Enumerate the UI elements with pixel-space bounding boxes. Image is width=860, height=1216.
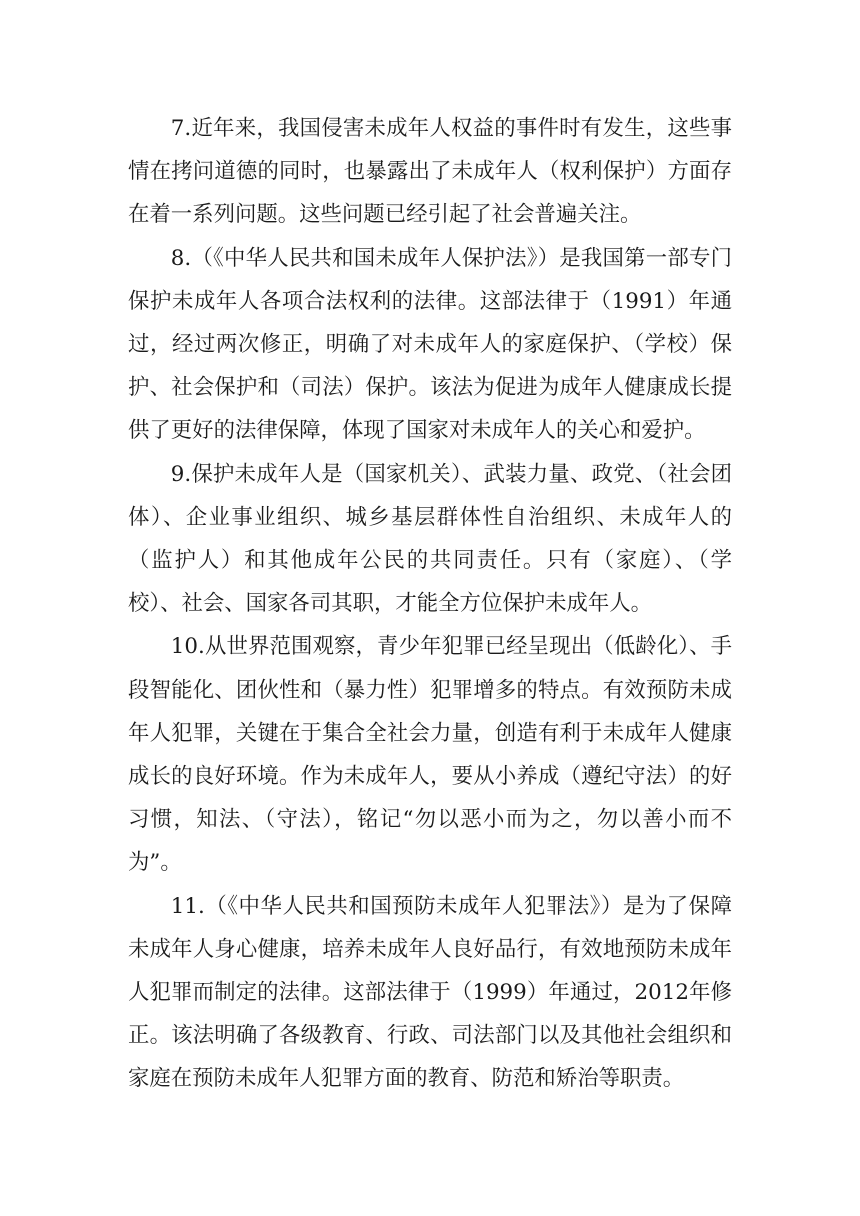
paragraph-7: 7.近年来，我国侵害未成年人权益的事件时有发生，这些事情在拷问道德的同时，也暴露出了未成年人（权利保护）方面存在着一系列问题。这些问题已经引起了社会普遍关注。: [128, 116, 732, 228]
paragraph-10: 10.从世界范围观察，青少年犯罪已经呈现出（低龄化）、手段智能化、团伙性和（暴力性）犯罪增多的特点。有效预防未成年人犯罪，关键在于集合全社会力量，创造有利于未成年人健康成长的良好环境。作为未成年人，要从小养成（遵纪守法）的好习惯，知法、（守法），铭记“勿以恶小而为之，勿以善小而不为”。: [128, 634, 732, 876]
document-body: [128, 107, 732, 1101]
paragraph-11: 11.（《中华人民共和国预防未成年人犯罪法》）是为了保障未成年人身心健康，培养未成年人良好品行，有效地预防未成年人犯罪而制定的法律。这部法律于（1999）年通过，2012年修正。该法明确了各级教育、行政、司法部门以及其他社会组织和家庭在预防未成年人犯罪方面的教育、防范和矫治等职责。: [128, 893, 732, 1092]
paragraph-8: 8.（《中华人民共和国未成年人保护法》）是我国第一部专门保护未成年人各项合法权利的法律。这部法律于（1991）年通过，经过两次修正，明确了对未成年人的家庭保护、（学校）保护、社会保护和（司法）保护。该法为促进为成年人健康成长提供了更好的法律保障，体现了国家对未成年人的关心和爱护。: [128, 245, 732, 444]
paragraph-9: 9.保护未成年人是（国家机关）、武装力量、政党、（社会团体）、企业事业组织、城乡基层群体性自治组织、未成年人的（监护人）和其他成年公民的共同责任。只有（家庭）、（学校）、社会、国家各司其职，才能全方位保护未成年人。: [128, 461, 732, 617]
